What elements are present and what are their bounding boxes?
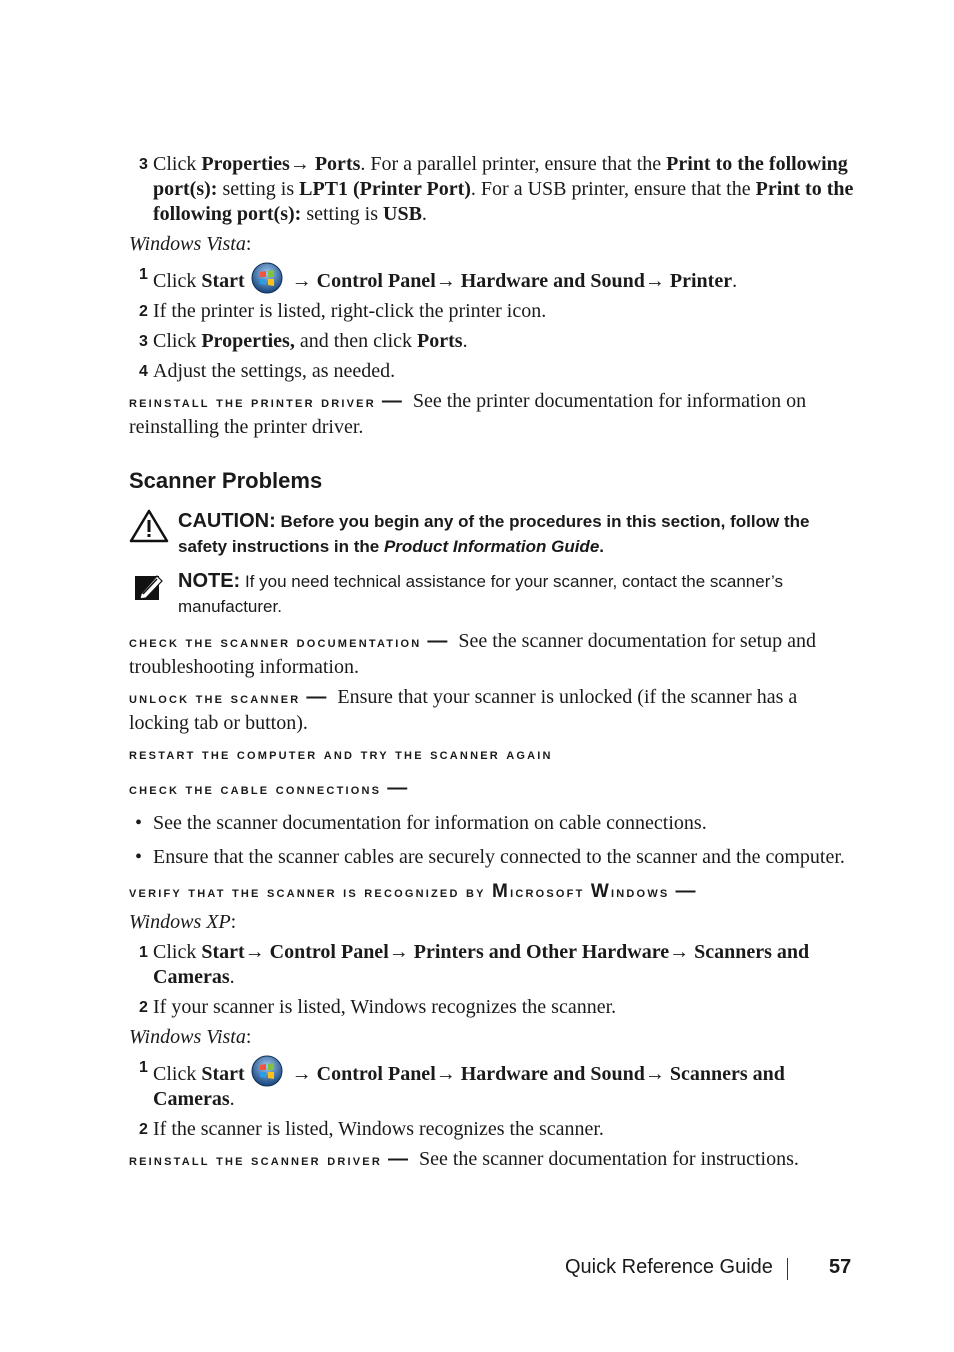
- restart-computer: restart the computer and try the scanner again: [129, 746, 553, 763]
- list-item: • Ensure that the scanner cables are securely connected to the scanner and the computer.: [135, 846, 845, 868]
- bullet-icon: •: [135, 846, 143, 868]
- scanner-vista-step-1: 1 Click Start → Control Panel→ Hardware and Sound→ Scanners and Cameras.: [129, 1055, 854, 1112]
- list-item: • See the scanner documentation for information on cable connections.: [135, 812, 707, 834]
- verify-scanner-recognized: verify that the scanner is recognized by Microsoft Windows —: [129, 880, 696, 902]
- printer-vista-step-4: 4 Adjust the settings, as needed.: [139, 360, 396, 382]
- windows-start-orb-icon: [251, 262, 283, 294]
- scanner-xp-label: Windows XP:: [129, 911, 237, 933]
- printer-vista-step-2: 2 If the printer is listed, right-click the printer icon.: [139, 300, 547, 322]
- scanner-vista-step-2: 2 If the scanner is listed, Windows recognizes the scanner.: [139, 1118, 604, 1140]
- warning-triangle-icon: [129, 509, 169, 543]
- scanner-xp-step-2: 2 If your scanner is listed, Windows recognizes the scanner.: [139, 996, 617, 1018]
- unlock-scanner: unlock the scanner — Ensure that your scanner is unlocked (if the scanner has a locking tab or button).: [129, 686, 798, 734]
- footer-separator: [787, 1258, 788, 1280]
- printer-step-3: 3 Click Properties→ Ports. For a parallel printer, ensure that the Print to the following port(s): setting is LPT1 (Printer Port). For a USB printer, ensure that the Print to the following port(s): setting is USB.: [139, 153, 854, 225]
- reinstall-scanner-driver: reinstall the scanner driver — See the scanner documentation for instructions.: [129, 1148, 799, 1170]
- windows-start-orb-icon: [251, 1055, 283, 1087]
- reinstall-printer-driver: reinstall the printer driver — See the printer documentation for information on reinstalling the printer driver.: [129, 390, 807, 438]
- printer-vista-step-3: 3 Click Properties, and then click Ports.: [139, 330, 468, 352]
- bullet-icon: •: [135, 812, 143, 834]
- note-notice: NOTE: If you need technical assistance for your scanner, contact the scanner’s manufacturer.: [129, 569, 854, 619]
- footer-guide-title: Quick Reference Guide: [565, 1256, 773, 1278]
- scanner-xp-step-1: 1 Click Start→ Control Panel→ Printers and Other Hardware→ Scanners and Cameras.: [139, 941, 810, 988]
- caution-notice: CAUTION: Before you begin any of the procedures in this section, follow the safety instructions in the Product Information Guide.: [129, 509, 854, 559]
- step-number: 3: [139, 156, 148, 173]
- check-scanner-documentation: check the scanner documentation — See the scanner documentation for setup and troubleshooting information.: [129, 630, 817, 678]
- section-heading: Scanner Problems: [129, 468, 323, 493]
- printer-vista-step-1: 1 Click Start → Control Panel→ Hardware and Sound→ Printer.: [129, 262, 854, 294]
- note-pencil-icon: [133, 570, 165, 602]
- check-cable-connections: check the cable connections —: [129, 777, 408, 799]
- printer-vista-label: Windows Vista:: [129, 233, 252, 255]
- scanner-vista-label: Windows Vista:: [129, 1026, 252, 1048]
- page-content: [129, 152, 854, 1178]
- page-number: 57: [829, 1256, 852, 1278]
